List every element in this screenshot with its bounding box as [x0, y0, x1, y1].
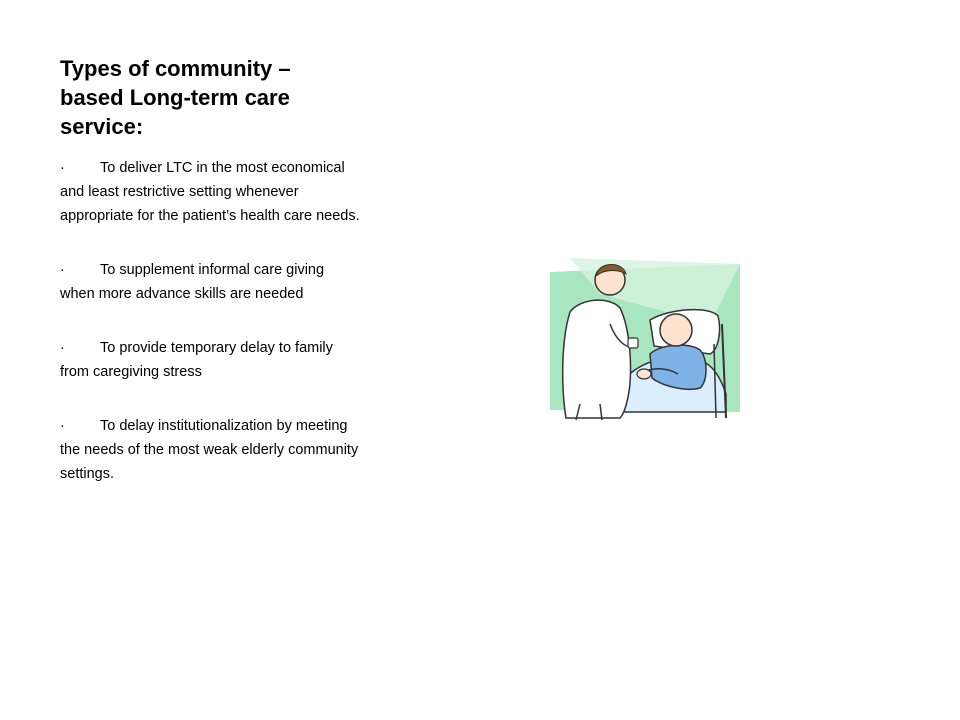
list-item	[60, 336, 360, 384]
list-item-text: To provide temporary delay to family from caregiving stress	[60, 340, 333, 380]
list-item-text: To deliver LTC in the most economical and least restrictive setting whenever appropriate for the patient’s health care needs.	[60, 160, 360, 224]
bullet-marker: ·	[60, 418, 65, 434]
medicine-cup	[628, 338, 638, 348]
list-item	[60, 258, 360, 306]
list-item-text: To supplement informal care giving when more advance skills are needed	[60, 262, 325, 302]
patient-head	[660, 314, 692, 346]
list-item	[60, 156, 360, 228]
bullet-marker: ·	[60, 262, 65, 278]
bullet-list	[60, 156, 360, 516]
list-item-text: To delay institutionalization by meeting the needs of the most weak elderly community settings.	[60, 418, 359, 482]
list-item	[60, 414, 360, 486]
caregiver-body	[563, 300, 631, 418]
patient-body	[650, 345, 706, 389]
bullet-marker: ·	[60, 160, 65, 176]
bullet-marker: ·	[60, 340, 65, 356]
slide-title: Types of community – based Long-term care service:	[60, 56, 291, 139]
caregiver-patient-clipart-icon	[540, 254, 744, 420]
patient-hand	[637, 369, 651, 379]
